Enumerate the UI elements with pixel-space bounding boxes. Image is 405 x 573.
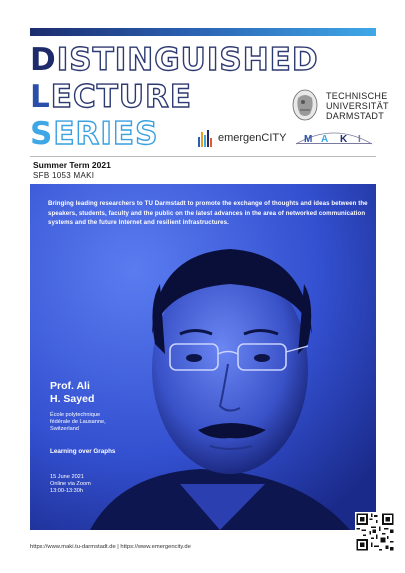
maki-letter: K [340,134,348,145]
talk-date: 15 June 2021 [50,474,84,480]
maki-letter: I [358,134,361,145]
maki-logo [294,128,374,148]
title-line-distinguished: DISTINGUISHED [30,42,319,78]
tu-name: TECHNISCHE UNIVERSITÄT DARMSTADT [326,91,389,121]
header-divider [30,156,376,157]
title-line-series: SERIES [30,116,159,152]
footer-links[interactable]: https://www.maki.tu-darmstadt.de | https://www.emergencity.de [30,544,191,550]
qr-code-icon[interactable] [355,512,395,552]
term-label: Summer Term 2021 [33,160,111,170]
maki-letter: A [321,134,329,145]
title-line-lecture: LECTURE [30,79,193,115]
maki-letter: M [304,134,313,145]
series-description: Bringing leading researchers to TU Darmstadt to promote the exchange of thoughts and ideas between the speakers, students, faculty and the public on the latest advances in the area of networked communication systems and the future Internet and resilient infrastructures. [48,200,368,226]
talk-title: Learning over Graphs [50,448,116,455]
talk-time: 13:00-13:30h [50,488,83,495]
tu-seal-icon [290,88,320,122]
tu-darmstadt-logo [290,88,389,128]
program-label: SFB 1053 MAKI [33,171,95,180]
emergencity-logo: emergenCITY [197,128,287,150]
speaker-affiliation: École polytechnique fédérale de Lausanne, Switzerland [50,412,106,433]
talk-venue: Online via Zoom [50,481,91,488]
emergencity-bars-icon [197,129,215,147]
speaker-name: Prof. Ali H. Sayed [50,380,95,405]
talk-schedule [50,474,150,496]
header-gradient-bar [30,28,376,36]
